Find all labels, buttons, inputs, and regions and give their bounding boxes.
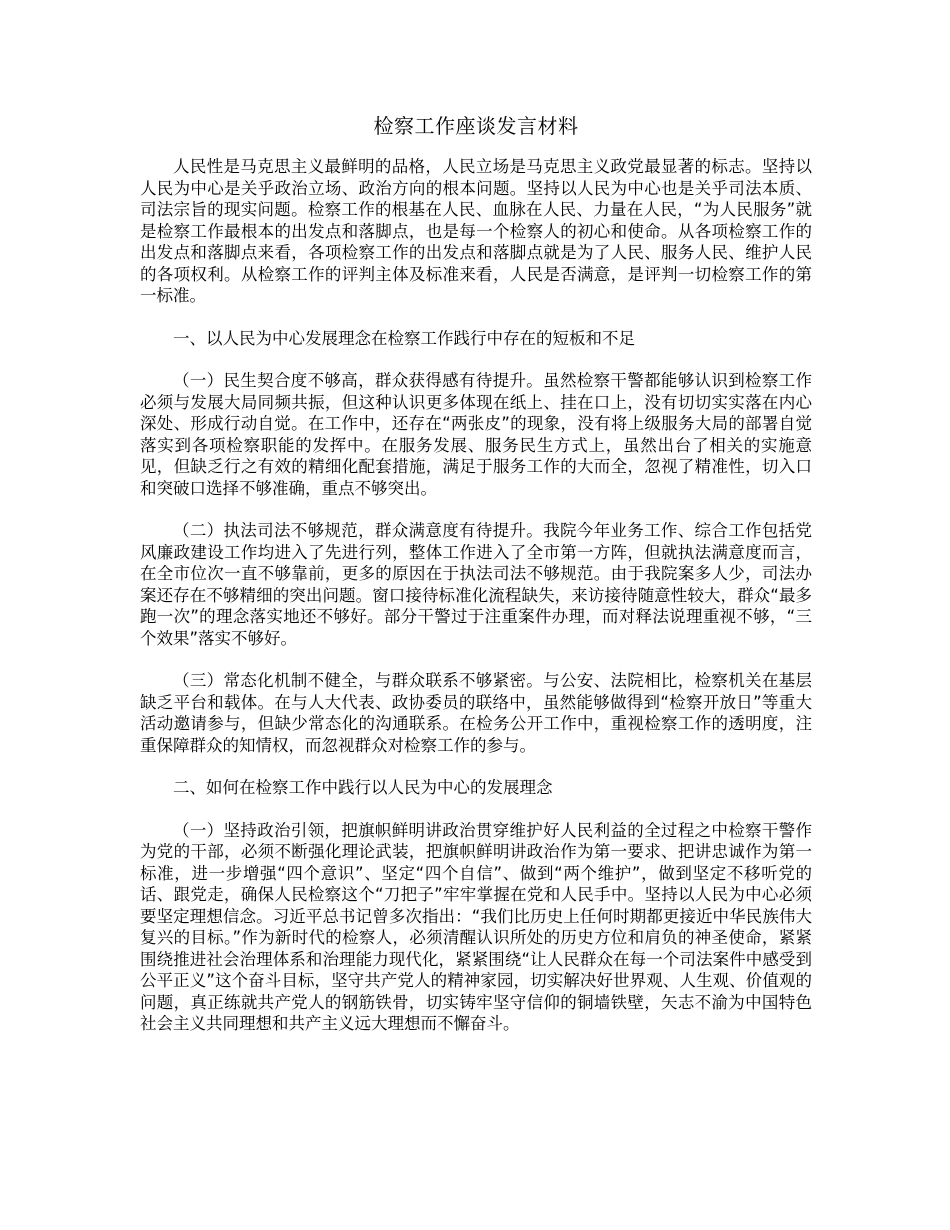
section-1-paragraph-3: （三）常态化机制不健全，与群众联系不够紧密。与公安、法院相比，检察机关在基层缺乏平台和载体。在与人大代表、政协委员的联络中，虽然能够做得到“检察开放日”等重大活动邀请参与，但缺少常态化的沟通联系。在检务公开工作中，重视检察工作的透明度，注重保障群众的知情权，而忽视群众对检察工作的参与。 — [140, 671, 812, 755]
intro-paragraph: 人民性是马克思主义最鲜明的品格，人民立场是马克思主义政党最显著的标志。坚持以人民为中心是关乎政治立场、政治方向的根本问题。坚持以人民为中心也是关乎司法本质、司法宗旨的现实问题。检察工作的根基在人民、血脉在人民、力量在人民，“为人民服务”就是检察工作最根本的出发点和落脚点，也是每一个检察人的初心和使命。从各项检察工作的出发点和落脚点来看，各项检察工作的出发点和落脚点就是为了人民、服务人民、维护人民的各项权利。从检察工作的评判主体及标准来看，人民是否满意，是评判一切检察工作的第一标准。 — [140, 157, 812, 305]
section-1-paragraph-1: （一）民生契合度不够高，群众获得感有待提升。虽然检察干警都能够认识到检察工作必须与发展大局同频共振，但这种认识更多体现在纸上、挂在口上，没有切切实实落在内心深处、形成行动自觉。在工作中，还存在“两张皮”的现象，没有将上级服务大局的部署自觉落实到各项检察职能的发挥中。在服务发展、服务民生方式上，虽然出台了相关的实施意见，但缺乏行之有效的精细化配套措施，满足于服务工作的大而全，忽视了精准性，切入口和突破口选择不够准确，重点不够突出。 — [140, 371, 812, 498]
section-1-heading: 一、以人民为中心发展理念在检察工作践行中存在的短板和不足 — [173, 328, 635, 348]
document-title: 检察工作座谈发言材料 — [373, 114, 579, 138]
section-2-heading: 二、如何在检察工作中践行以人民为中心的发展理念 — [173, 778, 553, 797]
document-body — [140, 112, 812, 1056]
section-2-paragraph-1: （一）坚持政治引领，把旗帜鲜明讲政治贯穿维护好人民利益的全过程之中检察干警作为党的干部，必须不断强化理论武装，把旗帜鲜明讲政治作为第一要求、把讲忠诚作为第一标准，进一步增强“四个意识”、坚定“四个自信”、做到“两个维护”，做到坚定不移听党的话、跟党走，确保人民检察这个“刀把子”牢牢掌握在党和人民手中。坚持以人民为中心必须要坚定理想信念。习近平总书记曾多次指出：“我们比历史上任何时期都更接近中华民族伟大复兴的目标。”作为新时代的检察人，必须清醒认识所处的历史方位和肩负的神圣使命，紧紧围绕推进社会治理体系和治理能力现代化，紧紧围绕“让人民群众在每一个司法案件中感受到公平正义”这个奋斗目标，坚守共产党人的精神家园，切实解决好世界观、人生观、价值观的问题，真正练就共产党人的钢筋铁骨，切实铸牢坚守信仰的铜墙铁壁，矢志不渝为中国特色社会主义共同理想和共产主义远大理想而不懈奋斗。 — [140, 820, 812, 1033]
section-1-paragraph-2: （二）执法司法不够规范，群众满意度有待提升。我院今年业务工作、综合工作包括党风廉政建设工作均进入了先进行列，整体工作进入了全市第一方阵，但就执法满意度而言，在全市位次一直不够靠前，更多的原因在于执法司法不够规范。由于我院案多人少，司法办案还存在不够精细的突出问题。窗口接待标准化流程缺失，来访接待随意性较大，群众“最多跑一次”的理念落实地还不够好。部分干警过于注重案件办理，而对释法说理重视不够，“三个效果”落实不够好。 — [140, 521, 812, 648]
